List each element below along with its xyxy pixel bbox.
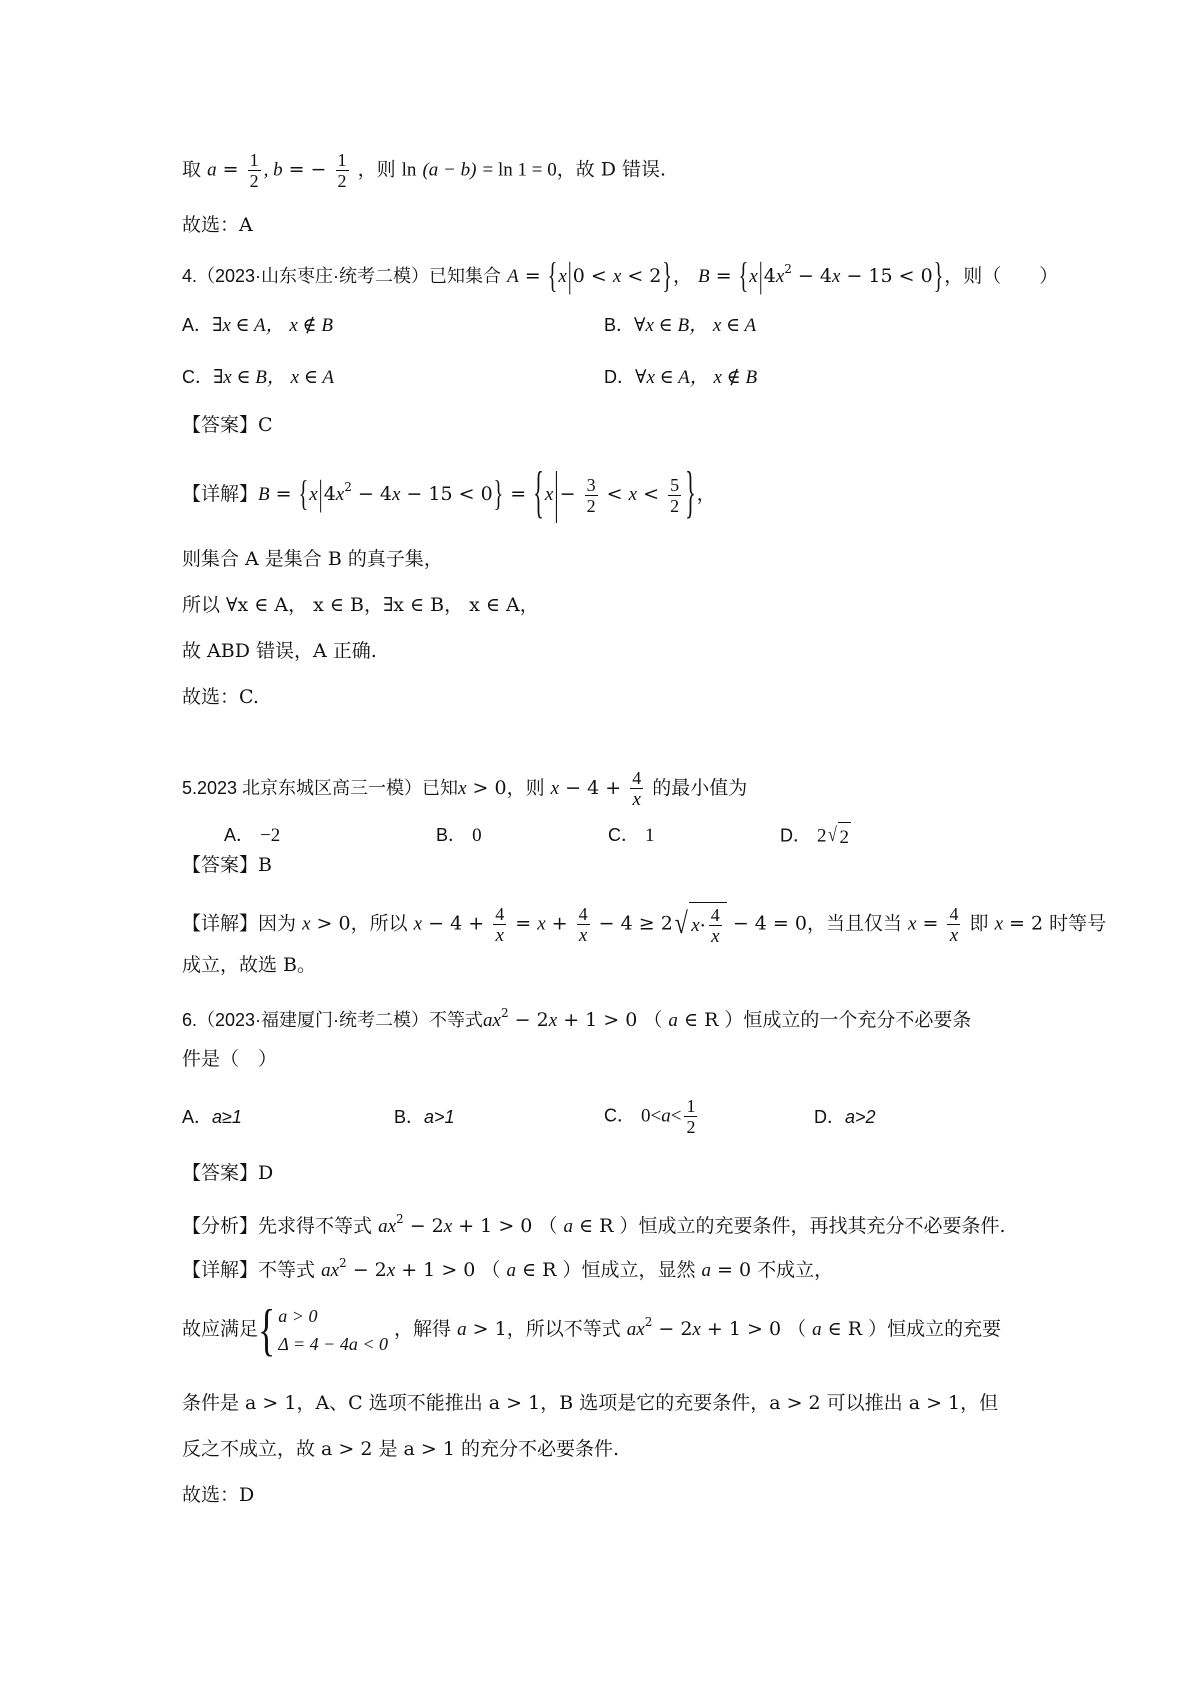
text: 取 bbox=[182, 158, 202, 181]
fraction: $\frac{1}{2}$ bbox=[249, 150, 259, 191]
q4-option-c[interactable]: C．∃x ∈ B， x ∈ A bbox=[182, 367, 334, 388]
q4-answer: 【答案】C bbox=[182, 414, 273, 436]
q4-option-d[interactable]: D．∀x ∈ A， x ∉ B bbox=[604, 367, 758, 388]
q5-option-c[interactable]: C． 1 bbox=[608, 825, 655, 846]
q6-detail-line-4: 反之不成立，故 a > 2 是 a > 1 的充分不必要条件. bbox=[182, 1438, 620, 1460]
q6-detail-line-5: 故选：D bbox=[182, 1484, 255, 1506]
q6-option-a[interactable]: A．a≥1 bbox=[182, 1107, 242, 1127]
question-4-stem: 4.（2023·山东枣庄·统考二模）已知集合 A = {x|0 < x < 2}， $B = \{x|4x^2 - 4x - 15 < 0\}$，则（ ） bbox=[182, 256, 1059, 296]
q5-option-d[interactable]: D． 2 √ 2 bbox=[780, 822, 851, 851]
q5-detail-line-2: 成立，故选 B。 bbox=[182, 954, 317, 976]
q6-detail-line-3: 条件是 a > 1，A、C 选项不能推出 a > 1，B 选项是它的充要条件，a > 2 可以推出 a > 1，但 bbox=[182, 1392, 999, 1414]
q6-option-b[interactable]: B．a>1 bbox=[394, 1107, 455, 1127]
q5-option-b[interactable]: B． 0 bbox=[436, 825, 482, 846]
q5-answer: 【答案】B bbox=[182, 854, 272, 876]
question-6-stem-line-2: 件是（ ） bbox=[182, 1048, 278, 1070]
question-6-stem: 6.（2023·福建厦门·统考二模）不等式$ax^2 - 2x + 1 > 0$ （ a ∈ R ）恒成立的一个充分不必要条 bbox=[182, 1006, 972, 1031]
q6-system-line: 故应满足 { a > 0 Δ = 4 − 4a < 0 ，解得 a > 1，所以不等式 $ax^2 - 2x + 1 > 0$ （ a ∈ R ）恒成立的充要 bbox=[182, 1298, 1002, 1362]
q6-analysis: 【分析】先求得不等式 $ax^2 - 2x + 1 > 0$ （ a ∈ R ）恒成立的充要条件，再找其充分不必要条件. bbox=[182, 1212, 1006, 1237]
q6-option-c[interactable]: C． 0<a< $\frac{1}{2}$ bbox=[604, 1096, 696, 1137]
solution-line: 取 a = $\frac{1}{2}$ , b = − $\frac{1}{2}$ ，则 ln (a − b) = ln 1 = 0，故 D 错误. bbox=[182, 150, 667, 191]
q4-detail-line-1: 则集合 A 是集合 B 的真子集， bbox=[182, 548, 443, 570]
fraction: $\frac{1}{2}$ bbox=[337, 150, 347, 191]
q6-answer: 【答案】D bbox=[182, 1162, 274, 1184]
conclusion-line: 故选：A bbox=[182, 214, 253, 236]
q4-detail-line-2: 所以 ∀x ∈ A， x ∈ B，∃x ∈ B， x ∈ A， bbox=[182, 594, 539, 616]
q4-detail: 【详解】$B = \{x|4x^2 - 4x - 15 < 0\} = \{x|-$ $\frac{3}{2}$ < x < $\frac{5}{2}$ }， bbox=[182, 459, 716, 525]
q5-detail: 【详解】因为 x > 0，所以 x − 4 + $\frac{4}{x}$ = x + $\frac{4}{x}$ − 4 ≥ 2 √ x · $\frac{4}{x}$ − 4 = 0，当且仅当 x = $\frac{4}{x}$ 即 x = 2 时等号 bbox=[182, 903, 1107, 947]
q4-detail-line-3: 故 ABD 错误，A 正确. bbox=[182, 640, 377, 662]
q4-option-a[interactable]: A．∃x ∈ A， x ∉ B bbox=[182, 315, 333, 336]
equation-system: { a > 0 Δ = 4 − 4a < 0 bbox=[258, 1298, 388, 1362]
q4-detail-line-4: 故选：C. bbox=[182, 686, 259, 708]
q4-option-b[interactable]: B．∀x ∈ B， x ∈ A bbox=[604, 315, 757, 336]
q6-detail: 【详解】不等式 $ax^2 - 2x + 1 > 0$ （ a ∈ R ）恒成立，显然 a = 0 不成立， bbox=[182, 1256, 834, 1281]
question-5-stem: 5.2023 北京东城区高三一模）已知x > 0，则 x − 4 + $\frac{4}{x}$ 的最小值为 bbox=[182, 768, 748, 810]
q6-option-d[interactable]: D．a>2 bbox=[814, 1107, 876, 1127]
q5-option-a[interactable]: A． −2 bbox=[224, 825, 281, 846]
